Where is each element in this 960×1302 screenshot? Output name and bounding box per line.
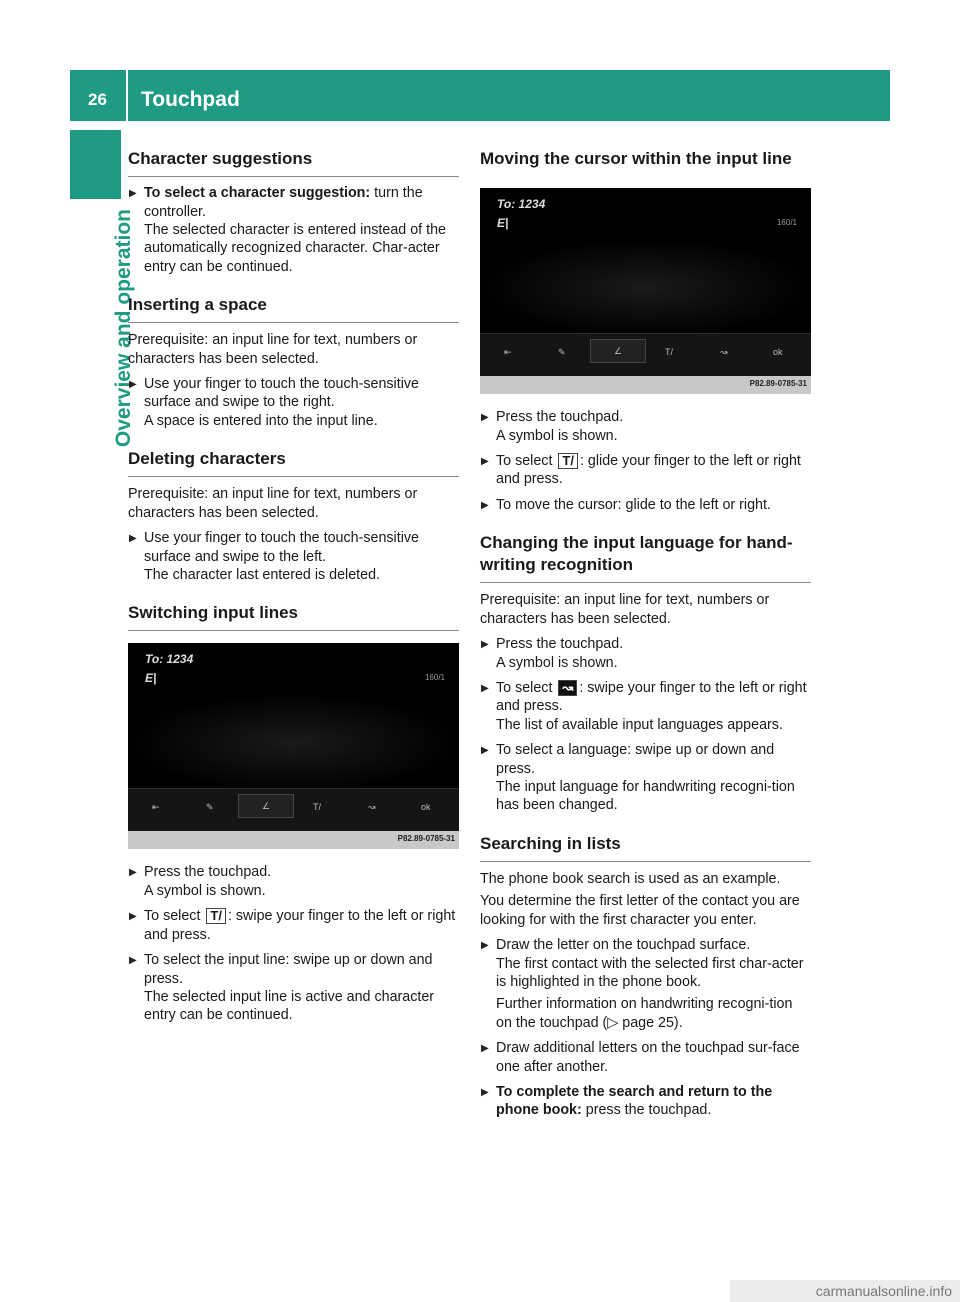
step-result: The list of available input languages appears. [496, 716, 783, 733]
step-text: Press the touchpad. [496, 636, 624, 653]
step-text: : swipe your finger to the left or right and press. [496, 679, 807, 715]
step-text: Draw additional letters on the touchpad sur-face one after another. [496, 1040, 800, 1075]
step-result: The character last entered is deleted. [144, 566, 381, 583]
instruction-step [480, 496, 811, 514]
step-result: A symbol is shown. [144, 882, 266, 899]
step-result: A symbol is shown. [496, 427, 618, 444]
section-heading: Searching in lists [480, 833, 811, 862]
screen-background [128, 693, 459, 793]
instruction-step [480, 1039, 811, 1076]
instruction-step [128, 184, 459, 276]
screen-image [128, 643, 459, 849]
step-text: To select a language: swipe up or down and press. [496, 742, 775, 777]
cursor-icon: T/ [313, 802, 321, 813]
step-result: A space is entered into the input line. [144, 412, 378, 429]
step-text: To select the input line: swipe up or down and press. [144, 952, 433, 987]
side-section-label: Overview and operation [112, 209, 135, 448]
step-bold: To select a character suggestion: [144, 185, 371, 202]
step-text: press the touchpad. [581, 1102, 712, 1119]
instruction-step [128, 529, 459, 584]
step-result: The first contact with the selected first char-acter is highlighted in the phone book. [496, 955, 804, 990]
section-heading: Character suggestions [128, 148, 459, 177]
prerequisite-text: Prerequisite: an input line for text, numbers or characters has been selected. [128, 486, 418, 521]
image-code: P82.89-0785-31 [749, 379, 807, 389]
instruction-step [128, 951, 459, 1025]
step-text: Use your finger to touch the touch-sensitive surface and swipe to the left. [144, 530, 419, 565]
screen-to-label: To: 1234 [497, 197, 546, 212]
screen-button-bar [128, 788, 459, 831]
edit-icon: ∠ [590, 339, 646, 363]
back-icon: ⇤ [152, 802, 160, 813]
instruction-step [480, 452, 811, 489]
instruction-step [480, 635, 811, 672]
back-icon: ⇤ [504, 347, 512, 358]
section-input-language [480, 532, 811, 815]
right-column [480, 148, 811, 1138]
step-text: : glide your finger to the left or right and press. [496, 452, 801, 488]
section-heading: Inserting a space [128, 294, 459, 323]
section-moving-cursor [480, 148, 811, 514]
language-symbol-icon: ↝ [558, 680, 577, 696]
step-reference: Further information on handwriting recogni-tion on the touchpad (▷ page 25). [496, 996, 793, 1031]
step-text: To move the cursor: glide to the left or right. [496, 496, 771, 513]
step-result: A symbol is shown. [496, 654, 618, 671]
step-text: : swipe your finger to the left or right and press. [144, 908, 456, 943]
image-caption-bar [480, 376, 811, 394]
left-column [128, 148, 459, 1043]
screen-to-label: To: 1234 [145, 652, 194, 667]
step-text: Use your finger to touch the touch-sensitive surface and swipe to the right. [144, 376, 419, 411]
image-code: P82.89-0785-31 [397, 834, 455, 844]
screen-input-char: E| [497, 216, 509, 231]
instruction-step [480, 1083, 811, 1120]
handwriting-icon: ✎ [558, 347, 566, 358]
section-deleting-characters [128, 448, 459, 584]
screen-input-char: E| [145, 671, 157, 686]
cursor-icon: T/ [665, 347, 673, 358]
language-icon: ↝ [368, 802, 376, 813]
section-heading: Changing the input language for hand-writing recognition [480, 532, 811, 583]
cursor-symbol-icon: T/ [206, 908, 226, 924]
instruction-step [128, 863, 459, 900]
section-heading: Switching input lines [128, 602, 459, 631]
instruction-step [480, 741, 811, 815]
body-text: The phone book search is used as an example. [480, 870, 781, 887]
step-text: Draw the letter on the touchpad surface. [496, 937, 751, 954]
watermark [730, 1280, 960, 1302]
step-text: To select [496, 452, 557, 469]
cursor-symbol-icon: T/ [558, 453, 578, 469]
screen-char-count: 160/1 [424, 673, 445, 683]
handwriting-icon: ✎ [206, 802, 214, 813]
screen-button-bar [480, 333, 811, 376]
instruction-step [480, 408, 811, 445]
header-title: Touchpad [141, 88, 240, 111]
step-text: Press the touchpad. [144, 864, 272, 881]
prerequisite-text: Prerequisite: an input line for text, numbers or characters has been selected. [128, 332, 418, 367]
screen-image [480, 188, 811, 394]
watermark-text: carmanualsonline.info [815, 1283, 952, 1299]
ok-icon: ok [421, 802, 431, 813]
section-searching-lists [480, 833, 811, 1120]
section-heading: Moving the cursor within the input line [480, 149, 792, 168]
instruction-step [480, 936, 811, 1032]
step-text: To select [496, 679, 557, 696]
instruction-step [480, 679, 811, 734]
page-header [70, 70, 890, 121]
instruction-step [128, 375, 459, 430]
section-inserting-space [128, 294, 459, 430]
language-icon: ↝ [720, 347, 728, 358]
screen-background [480, 238, 811, 338]
section-character-suggestions [128, 148, 459, 276]
step-bold: To complete the search and return to the phone book: [496, 1083, 773, 1119]
step-result: The input language for handwriting recogni-tion has been changed. [496, 778, 795, 814]
step-result: The selected character is entered instead of the automatically recognized character. Char-acter entry can be continued. [144, 221, 447, 275]
screen-char-count: 160/1 [776, 218, 797, 228]
body-text: You determine the first letter of the contact you are looking for with the first character you enter. [480, 893, 800, 928]
instruction-step [128, 907, 459, 944]
page-number: 26 [88, 90, 107, 109]
section-heading: Deleting characters [128, 448, 459, 477]
ok-icon: ok [773, 347, 783, 358]
step-result: The selected input line is active and character entry can be continued. [144, 988, 435, 1024]
step-text: To select [144, 908, 205, 925]
side-tab [70, 130, 121, 199]
header-divider [126, 70, 128, 121]
edit-icon: ∠ [238, 794, 294, 818]
section-switching-input-lines [128, 602, 459, 1024]
image-caption-bar [128, 831, 459, 849]
step-text: Press the touchpad. [496, 409, 624, 426]
step-text: turn the controller. [144, 185, 423, 220]
prerequisite-text: Prerequisite: an input line for text, numbers or characters has been selected. [480, 592, 770, 627]
